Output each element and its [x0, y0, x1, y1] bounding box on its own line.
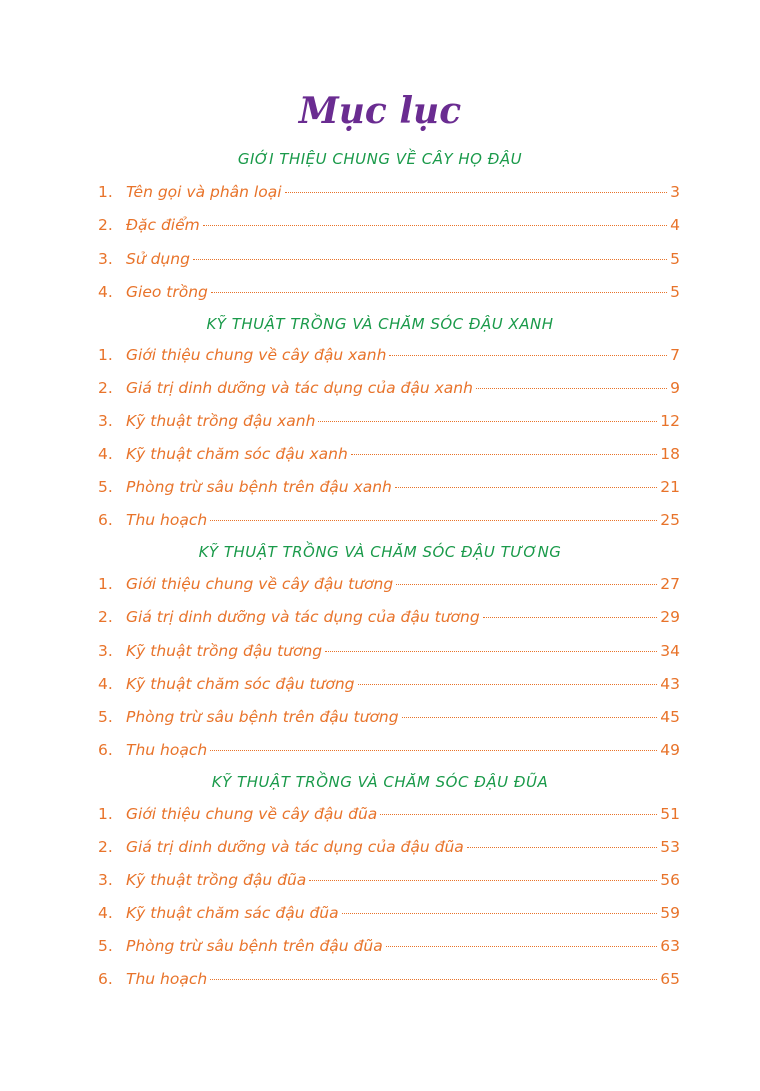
entry-label: Phòng trừ sâu bệnh trên đậu đũa — [126, 937, 383, 955]
entry-page: 43 — [660, 675, 680, 693]
dot-leader — [210, 750, 657, 751]
entry-label: Giá trị dinh dưỡng và tác dụng của đậu đũa — [126, 838, 464, 856]
entry-label: Kỹ thuật trồng đậu đũa — [126, 871, 307, 889]
entry-page: 25 — [660, 511, 680, 529]
toc-entry[interactable] — [98, 871, 680, 895]
dot-leader — [210, 979, 657, 980]
entry-number: 2. — [98, 379, 113, 397]
entry-label: Thu hoạch — [126, 741, 208, 759]
toc-entry[interactable] — [98, 675, 680, 699]
dot-leader — [318, 421, 657, 422]
entry-label: Giới thiệu chung về cây đậu tương — [126, 575, 394, 593]
entry-number: 3. — [98, 642, 113, 660]
entry-number: 3. — [98, 871, 113, 889]
entry-label: Kỹ thuật chăm sóc đậu xanh — [126, 445, 348, 463]
entry-number: 1. — [98, 183, 113, 201]
toc-entry[interactable] — [98, 642, 680, 666]
entry-number: 4. — [98, 283, 113, 301]
entry-label: Giới thiệu chung về cây đậu đũa — [126, 805, 378, 823]
entry-page: 3 — [670, 183, 680, 201]
entry-label: Giá trị dinh dưỡng và tác dụng của đậu tương — [126, 608, 480, 626]
entry-page: 9 — [670, 379, 680, 397]
toc-entry[interactable] — [98, 970, 680, 994]
entry-page: 63 — [660, 937, 680, 955]
entry-number: 4. — [98, 675, 113, 693]
toc-entry[interactable] — [98, 183, 680, 207]
entry-label: Kỹ thuật chăm sác đậu đũa — [126, 904, 339, 922]
entry-number: 6. — [98, 741, 113, 759]
entry-page: 45 — [660, 708, 680, 726]
section-heading: KỸ THUẬT TRỒNG VÀ CHĂM SÓC ĐẬU ĐŨA — [211, 773, 549, 791]
dot-leader — [358, 684, 658, 685]
entry-page: 49 — [660, 741, 680, 759]
dot-leader — [476, 388, 667, 389]
entry-label: Thu hoạch — [126, 511, 208, 529]
entry-number: 5. — [98, 937, 113, 955]
dot-leader — [211, 292, 667, 293]
entry-page: 34 — [660, 642, 680, 660]
toc-entry[interactable] — [98, 250, 680, 274]
entry-label: Thu hoạch — [126, 970, 208, 988]
entry-number: 2. — [98, 608, 113, 626]
toc-entry[interactable] — [98, 575, 680, 599]
section-heading: KỸ THUẬT TRỒNG VÀ CHĂM SÓC ĐẬU XANH — [206, 315, 554, 333]
dot-leader — [395, 487, 657, 488]
toc-entry[interactable] — [98, 445, 680, 469]
entry-page: 65 — [660, 970, 680, 988]
dot-leader — [389, 355, 667, 356]
dot-leader — [386, 946, 658, 947]
section-heading: GIỚI THIỆU CHUNG VỀ CÂY HỌ ĐẬU — [237, 150, 523, 168]
entry-number: 2. — [98, 216, 113, 234]
dot-leader — [203, 225, 667, 226]
toc-entry[interactable] — [98, 346, 680, 370]
entry-page: 27 — [660, 575, 680, 593]
dot-leader — [342, 913, 658, 914]
entry-number: 6. — [98, 970, 113, 988]
entry-label: Kỹ thuật trồng đậu xanh — [126, 412, 316, 430]
entry-page: 12 — [660, 412, 680, 430]
entry-page: 56 — [660, 871, 680, 889]
entry-label: Đặc điểm — [126, 216, 200, 234]
entry-label: Phòng trừ sâu bệnh trên đậu tương — [126, 708, 399, 726]
dot-leader — [351, 454, 657, 455]
entry-label: Giá trị dinh dưỡng và tác dụng của đậu xanh — [126, 379, 473, 397]
entry-label: Kỹ thuật trồng đậu tương — [126, 642, 323, 660]
entry-number: 1. — [98, 805, 113, 823]
toc-entry[interactable] — [98, 805, 680, 829]
entry-label: Phòng trừ sâu bệnh trên đậu xanh — [126, 478, 392, 496]
entry-number: 5. — [98, 478, 113, 496]
toc-entry[interactable] — [98, 412, 680, 436]
toc-entry[interactable] — [98, 478, 680, 502]
toc-entry[interactable] — [98, 511, 680, 535]
entry-label: Giới thiệu chung về cây đậu xanh — [126, 346, 387, 364]
page-title: Mục lục — [298, 90, 462, 132]
entry-number: 6. — [98, 511, 113, 529]
entry-label: Kỹ thuật chăm sóc đậu tương — [126, 675, 355, 693]
dot-leader — [396, 584, 657, 585]
entry-label: Tên gọi và phân loại — [126, 183, 282, 201]
entry-number: 3. — [98, 412, 113, 430]
section-heading: KỸ THUẬT TRỒNG VÀ CHĂM SÓC ĐẬU TƯƠNG — [198, 543, 562, 561]
entry-page: 29 — [660, 608, 680, 626]
toc-entry[interactable] — [98, 283, 680, 307]
entry-page: 53 — [660, 838, 680, 856]
toc-entry[interactable] — [98, 937, 680, 961]
entry-page: 5 — [670, 283, 680, 301]
entry-number: 1. — [98, 575, 113, 593]
toc-entry[interactable] — [98, 741, 680, 765]
entry-page: 18 — [660, 445, 680, 463]
entry-label: Gieo trồng — [126, 283, 208, 301]
dot-leader — [402, 717, 658, 718]
entry-page: 5 — [670, 250, 680, 268]
entry-number: 4. — [98, 904, 113, 922]
entry-page: 21 — [660, 478, 680, 496]
entry-page: 4 — [670, 216, 680, 234]
dot-leader — [210, 520, 657, 521]
toc-entry[interactable] — [98, 216, 680, 240]
entry-number: 3. — [98, 250, 113, 268]
dot-leader — [309, 880, 657, 881]
entry-page: 59 — [660, 904, 680, 922]
toc-entry[interactable] — [98, 904, 680, 928]
dot-leader — [193, 259, 667, 260]
dot-leader — [483, 617, 658, 618]
entry-page: 7 — [670, 346, 680, 364]
dot-leader — [325, 651, 657, 652]
toc-entry[interactable] — [98, 838, 680, 862]
toc-entry[interactable] — [98, 608, 680, 632]
entry-label: Sử dụng — [126, 250, 190, 268]
entry-number: 4. — [98, 445, 113, 463]
dot-leader — [285, 192, 668, 193]
toc-entry[interactable] — [98, 708, 680, 732]
entry-number: 1. — [98, 346, 113, 364]
entry-page: 51 — [660, 805, 680, 823]
dot-leader — [467, 847, 657, 848]
entry-number: 5. — [98, 708, 113, 726]
dot-leader — [380, 814, 657, 815]
toc-entry[interactable] — [98, 379, 680, 403]
entry-number: 2. — [98, 838, 113, 856]
